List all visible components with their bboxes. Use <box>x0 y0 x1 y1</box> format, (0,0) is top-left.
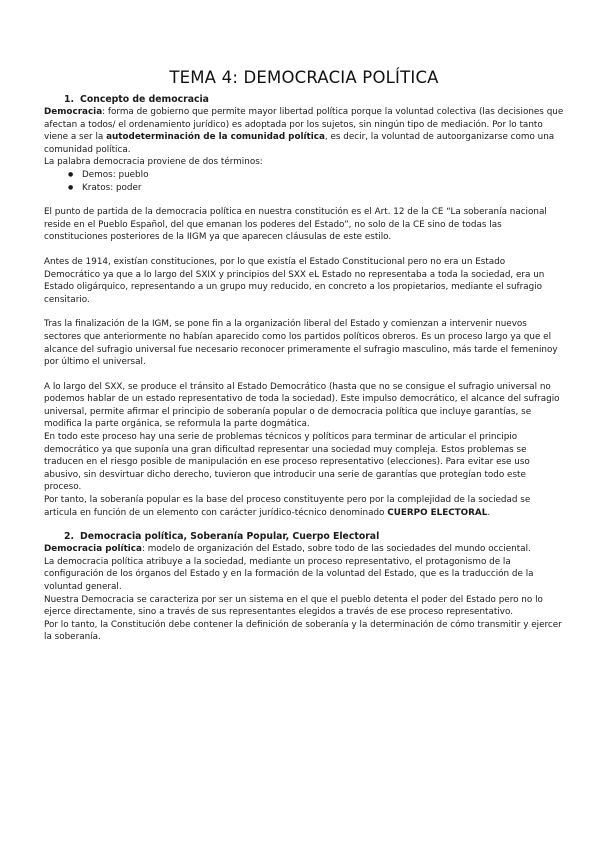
definition-text-end: , es decir, la voluntad de autoorganizarse como una comunidad política. <box>44 132 555 155</box>
definition-text: : modelo de organización del Estado, sobre todo de las sociedades del mundo occiental. <box>141 544 531 555</box>
section-1-title: Concepto de democracia <box>80 94 209 105</box>
paragraph <box>44 494 564 519</box>
paragraph: A lo largo del SXX, se produce el tránsito al Estado Democrático (hasta que no se consigue el sufragio universal no podemos hablar de un estado representativo de toda la sociedad). Este impulso democrático, el alcance del sufragio universal, permite afirmar el principio de soberanía popular o de democracia política que incluye garantías, se modifica la parte orgánica, se reformula la parte dogmática. <box>44 381 560 430</box>
definition-bold: autodeterminación de la comunidad política <box>106 132 325 143</box>
document-page <box>44 68 564 644</box>
section-2-title: Democracia política, Soberanía Popular, Cuerpo Electoral <box>80 531 380 543</box>
paragraph: Nuestra Democracia se caracteriza por ser un sistema en el que el pueblo detenta el poder del Estado pero no lo ejerce directamente, sino a través de sus representantes elegidos a través de ese proceso representativo. <box>44 594 543 618</box>
section-2-heading <box>64 530 564 543</box>
section-1-heading <box>64 93 564 106</box>
paragraph-text-end: . <box>487 507 491 518</box>
paragraph: Por lo tanto, la Constitución debe contener la definición de soberanía y la determinación de cómo transmitir y ejercer la soberanía. <box>44 619 562 643</box>
list-item: ● Kratos: poder <box>68 182 564 195</box>
list-item: ● Demos: pueblo <box>68 169 564 182</box>
paragraph-text: Por tanto, la soberanía popular es la base del proceso constituyente pero por la complejidad de la sociedad se articula en función de un elemento con carácter jurídico-técnico denominado <box>44 495 531 518</box>
political-democracy-definition <box>44 543 564 556</box>
terms-list <box>44 169 564 194</box>
paragraph: En todo este proceso hay una serie de problemas técnicos y políticos para terminar de articular el principio democrático ya que suponía una gran dificultad representar una sociedad muy compleja. Estos problemas se traducen en el riesgo posible de manipulación en ese proceso representativo (elecciones). Para evitar ese uso abusivo, sin desvirtuar dicho derecho, tuvieron que introducir una serie de garantías que protegían todo este proceso. <box>44 432 530 493</box>
definition-term: Democracia política <box>44 544 142 555</box>
section-2-number: 2. <box>64 531 75 543</box>
paragraph: El punto de partida de la democracia política en nuestra constitución es el Art. 12 de la CE “La soberanía nacional reside en el Pueblo Español, del que emanan los poderes del Estado”, no solo de la CE sino de todas las constituciones posteriores de la IIGM ya que aparecen cláusulas de este estilo. <box>44 207 547 243</box>
paragraph: La democracia política atribuye a la sociedad, mediante un proceso representativo, el protagonismo de la configuración de los órganos del Estado y en la formación de la voluntad del Estado, que es la traducción de la voluntad general. <box>44 556 534 592</box>
democracy-definition <box>44 106 564 156</box>
terms-intro: La palabra democracia proviene de dos términos: <box>44 157 263 168</box>
definition-text: : forma de gobierno que permite mayor libertad política porque la voluntad colectiva (las decisiones que afectan a todos/ el ordenamiento jurídico) es adoptada por los sujetos, sin ningún tipo de mediación. Por lo tanto viene a ser la <box>44 107 564 143</box>
section-1-number: 1. <box>64 94 75 105</box>
paragraph: Antes de 1914, existían constituciones, por lo que existía el Estado Constitucional pero no era un Estado Democrático ya que a lo largo del SXIX y principios del SXX eL Estado no representaba a toda la sociedad, era un Estado oligárquico, representando a un grupo muy reducido, en concreto a los propietarios, mediante el sufragio censitario. <box>44 256 545 305</box>
paragraph: Tras la finalización de la IGM, se pone fin a la organización liberal del Estado y comienzan a intervenir nuevos sectores que anteriormente no habían aparecido como los partidos políticos obreros. Es un proceso largo ya que el alcance del sufragio universal fue necesario reconocer primeramente el sufragio masculino, más tarde el femeninoy por último el universal. <box>44 319 558 368</box>
page-title: TEMA 4: DEMOCRACIA POLÍTICA <box>169 68 439 87</box>
definition-term: Democracia <box>44 107 103 117</box>
cuerpo-electoral-bold: CUERPO ELECTORAL <box>387 507 488 518</box>
